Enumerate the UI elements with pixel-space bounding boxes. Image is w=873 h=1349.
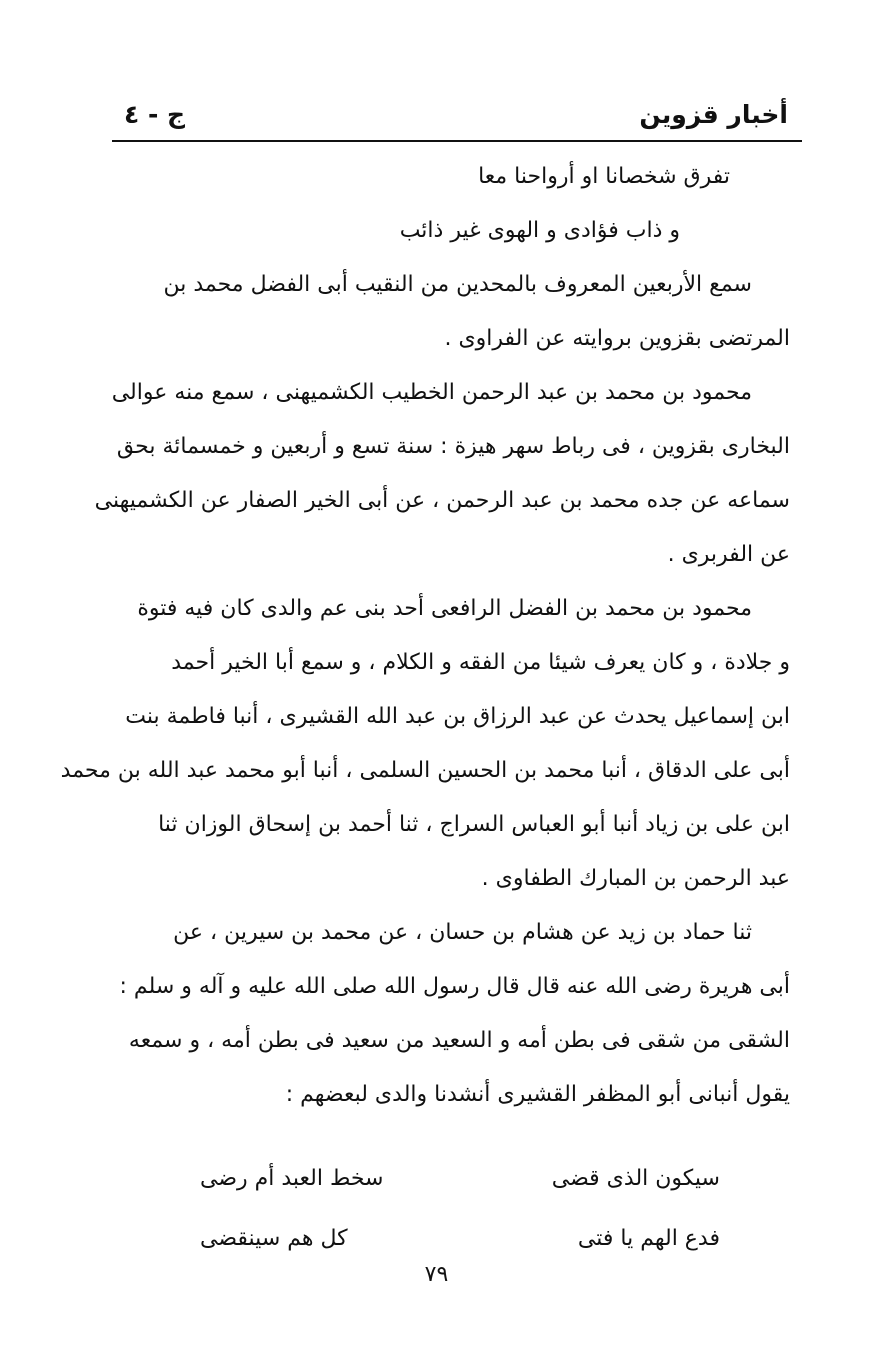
paragraph [119,906,790,1122]
text-line: سماعه عن جده محمد بن عبد الرحمن ، عن أبی الخير الصفار عن الكشميهنی [94,488,790,513]
header-volume: ج - ٤ [124,100,186,129]
text-line: و جلادة ، و كان يعرف شيئا من الفقه و الكلام ، و سمع أبا الخير أحمد [171,650,790,675]
poem-second-hemistich: كل هم سينقضی [200,1225,348,1251]
text-line: ثنا حماد بن زيد عن هشام بن حسان ، عن محمد بن سيرين ، عن [173,920,752,945]
text-line: ابن إسماعيل يحدث عن عبد الرزاق بن عبد الله القشيری ، أنبا فاطمة بنت [125,704,790,729]
text-line: سمع الأربعين المعروف بالمحدين من النقيب أبی الفضل محمد بن [163,272,752,297]
text-line: أبی علی الدقاق ، أنبا محمد بن الحسين السلمی ، أنبا أبو محمد عبد الله بن محمد [60,758,790,783]
poem-verse [200,1148,720,1208]
text-line: أبی هريرة رضی الله عنه قال قال رسول الله صلی الله عليه و آله و سلم : [119,974,790,999]
main-text [60,150,790,1122]
paragraph [60,582,790,906]
running-header [112,96,802,142]
text-line: الشقی من شقی فی بطن أمه و السعيد من سعيد فی بطن أمه ، و سمعه [128,1028,790,1053]
text-line: يقول أنبانی أبو المظفر القشيری أنشدنا والدی لبعضهم : [285,1082,790,1107]
header-title: أخبار قزوين [639,100,788,129]
poem-verse [200,1208,720,1268]
poem-first-hemistich: فدع الهم يا فتی [577,1225,720,1251]
text-line: محمود بن محمد بن الفضل الرافعی أحد بنی عم والدی كان فيه فتوة [137,596,752,621]
poem-first-hemistich: سيكون الذی قضی [551,1165,720,1191]
paragraph [126,258,790,366]
poem-second-hemistich: سخط العبد أم رضی [200,1165,384,1191]
verse-line: تفرق شخصانا او أرواحنا معا [478,164,730,189]
page-number: ٧٩ [424,1262,449,1287]
text-line: محمود بن محمد بن عبد الرحمن الخطيب الكشميهنی ، سمع منه عوالی [111,380,752,405]
header-rule [112,140,802,142]
text-line: البخاری بقزوين ، فی رباط سهر هيزة : سنة تسع و أربعين و خمسمائة بحق [116,434,790,459]
text-line: عن الفربری . [667,542,790,567]
verse-line: و ذاب فؤادی و الهوی غیر ذائب [399,218,680,243]
text-line: ابن علی بن زياد أنبا أبو العباس السراج ، ثنا أحمد بن إسحاق الوزان ثنا [158,812,790,837]
poem [200,1148,720,1268]
text-line: عبد الرحمن بن المبارك الطفاوی . [481,866,790,891]
paragraph [94,366,790,582]
text-line: المرتضى بقزوين بروايته عن الفراوی . [444,326,790,351]
